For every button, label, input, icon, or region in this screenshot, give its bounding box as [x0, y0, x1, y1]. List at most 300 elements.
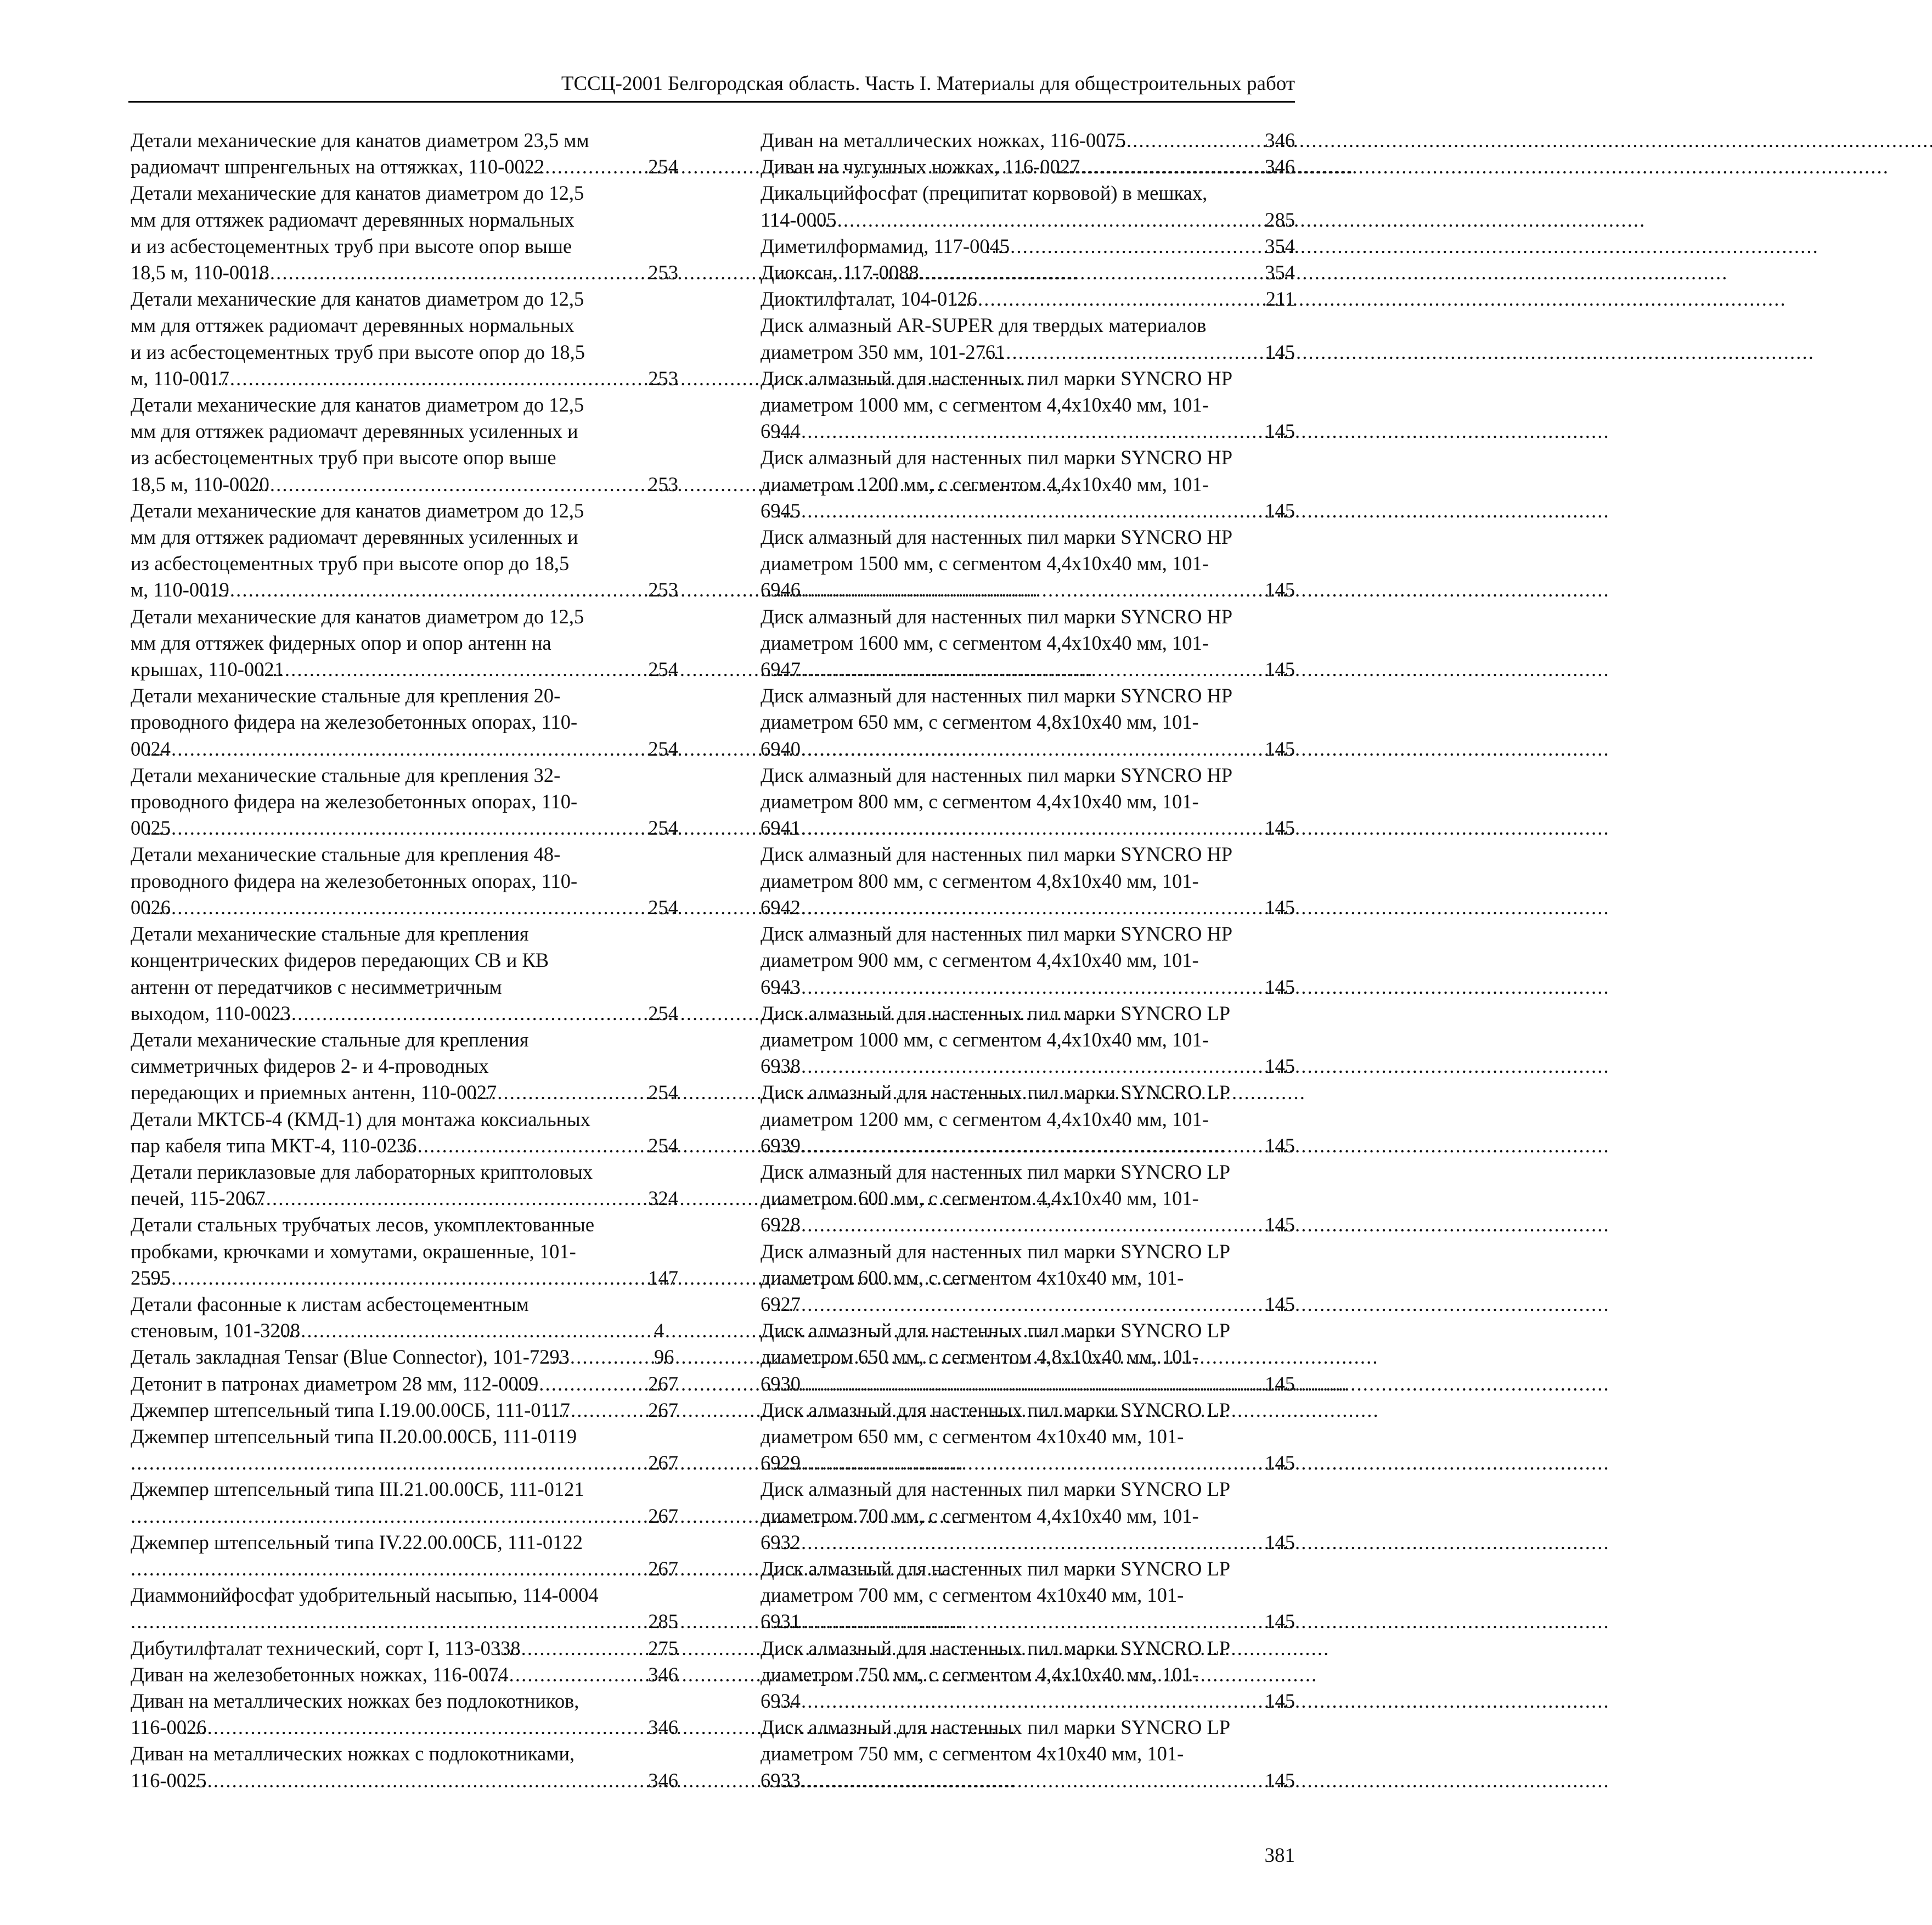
entry-last-line	[761, 207, 1295, 233]
entry-text-line: печей, 115-2067	[131, 1187, 266, 1210]
index-entry	[761, 841, 1295, 921]
entry-page-ref: 145	[1265, 1134, 1295, 1157]
entry-text-line: Диск алмазный для настенных пил марки SYNCRO LP	[761, 1081, 1231, 1104]
entry-text-line: Диск алмазный для настенных пил марки SYNCRO HP	[761, 843, 1233, 866]
entry-text-line: диаметром 1200 мм, с сегментом 4,4х10х40 мм, 101-	[761, 472, 1209, 496]
index-entry	[761, 683, 1295, 762]
entry-text-line: Диск алмазный для настенных пил марки SYNCRO HP	[761, 367, 1233, 390]
dot-leader	[801, 1133, 1288, 1159]
entry-page-ref: 285	[648, 1610, 678, 1633]
entry-text-line: Детали механические стальные для крепления 48-	[131, 843, 561, 866]
entry-page-ref: 324	[648, 1187, 678, 1210]
index-entry	[131, 1159, 678, 1212]
entry-page-ref: 147	[648, 1266, 678, 1289]
index-entry	[761, 1079, 1295, 1159]
entry-text-line: мм для оттяжек радиомачт деревянных нормальных	[131, 208, 574, 231]
entry-page-ref: 346	[648, 1716, 678, 1739]
entry-text-line: Диск алмазный для настенных пил марки SYNCRO LP	[761, 1557, 1231, 1580]
entry-last-line	[155, 1556, 678, 1582]
entry-text-line: 6928	[761, 1213, 801, 1236]
entry-last-line	[131, 471, 678, 498]
entry-last-line	[131, 815, 678, 841]
dot-leader	[171, 894, 671, 921]
entry-last-line	[131, 1662, 678, 1688]
entry-text-line: Диск алмазный для настенных пил марки SYNCRO HP	[761, 684, 1233, 707]
entry-text-line: Диметилформамид, 117-0045	[761, 234, 1010, 257]
entry-text-line: диаметром 1000 мм, с сегментом 4,4х10х40 мм, 101-	[761, 393, 1209, 416]
entry-last-line	[761, 127, 1295, 154]
entry-page-ref: 254	[648, 1134, 678, 1157]
entry-last-line	[761, 339, 1295, 365]
index-entry	[761, 1556, 1295, 1635]
entry-last-line	[761, 577, 1295, 603]
entry-text-line: Диск алмазный для настенных пил марки SYNCRO LP	[761, 1636, 1231, 1659]
entry-last-line	[155, 1608, 678, 1635]
entry-text-line: Диоксан, 117-0088	[761, 261, 919, 284]
dot-leader	[155, 1608, 671, 1635]
index-entry	[761, 604, 1295, 683]
entry-text-line: из асбестоцементных труб при высоте опор выше	[131, 446, 556, 469]
entry-page-ref: 145	[1265, 1292, 1295, 1315]
entry-text-line: 0025	[131, 817, 171, 840]
index-entry	[131, 1423, 678, 1476]
dot-leader	[300, 1318, 677, 1344]
dot-leader	[509, 1662, 672, 1688]
entry-last-line	[155, 1450, 678, 1476]
entry-text-line: 6931	[761, 1610, 801, 1633]
entry-text-line: крышах, 110-0021	[131, 658, 284, 681]
entry-text-line: Диск алмазный для настенных пил марки SYNCRO HP	[761, 446, 1233, 469]
entry-last-line	[761, 736, 1295, 762]
entry-text-line: 116-0025	[131, 1769, 207, 1792]
dot-leader	[801, 1529, 1288, 1556]
index-entry	[761, 180, 1295, 233]
entry-text-line: 6938	[761, 1055, 801, 1078]
entry-page-ref: 254	[648, 817, 678, 840]
entry-text-line: м, 110-0019	[131, 578, 229, 601]
entry-page-ref: 267	[648, 1557, 678, 1580]
entry-last-line	[131, 1000, 678, 1027]
entry-text-line: 114-0005	[761, 208, 837, 231]
index-entry	[761, 127, 1295, 154]
entry-last-line	[761, 1450, 1295, 1476]
entry-text-line: антенн от передатчиков с несимметричным	[131, 975, 502, 998]
dot-leader	[801, 894, 1288, 921]
entry-last-line	[761, 154, 1295, 180]
index-entry	[761, 921, 1295, 1000]
entry-text-line: диаметром 1600 мм, с сегментом 4,4х10х40 мм, 101-	[761, 631, 1209, 654]
entry-text-line: диаметром 650 мм, с сегментом 4х10х40 мм, 101-	[761, 1425, 1184, 1448]
entry-text-line: и из асбестоцементных труб при высоте опор до 18,5	[131, 340, 585, 363]
entry-last-line	[761, 1053, 1295, 1079]
entry-page-ref: 145	[1265, 1769, 1295, 1792]
entry-text-line: Диск алмазный для настенных пил марки SYNCRO LP	[761, 1716, 1231, 1739]
index-entry	[761, 1397, 1295, 1477]
entry-text-line: 6941	[761, 817, 801, 840]
entry-page-ref: 145	[1265, 1213, 1295, 1236]
entry-text-line: 116-0026	[131, 1716, 207, 1739]
entry-last-line	[761, 1768, 1295, 1794]
entry-text-line: Диск алмазный для настенных пил марки SYNCRO LP	[761, 1240, 1231, 1263]
entry-text-line: 6939	[761, 1134, 801, 1157]
entry-page-ref: 267	[648, 1451, 678, 1474]
entry-page-ref: 145	[1265, 499, 1295, 522]
index-entry	[131, 180, 678, 286]
entry-text-line: пробками, крючками и хомутами, окрашенные, 101-	[131, 1240, 576, 1263]
entry-last-line	[131, 260, 678, 286]
entry-page-ref: 254	[648, 155, 678, 178]
index-entry	[131, 392, 678, 498]
entry-text-line: диаметром 1200 мм, с сегментом 4,4х10х40 мм, 101-	[761, 1107, 1209, 1130]
entry-text-line: радиомачт шпренгельных на оттяжках, 110-0022	[131, 155, 545, 178]
entry-text-line: Диаммонийфосфат удобрительный насыпью, 114-0004	[131, 1584, 599, 1607]
entry-text-line: 0024	[131, 737, 171, 760]
entry-text-line: мм для оттяжек фидерных опор и опор антенн на	[131, 631, 551, 654]
index-entry	[761, 1239, 1295, 1318]
entry-last-line	[761, 1529, 1295, 1556]
entry-text-line: Детали механические стальные для крепления 20-	[131, 684, 561, 707]
entry-text-line: 6945	[761, 499, 801, 522]
index-entry	[131, 1662, 678, 1688]
index-column-right	[761, 127, 1295, 1794]
index-entry	[761, 1635, 1295, 1715]
entry-last-line	[131, 154, 678, 180]
entry-text-line: Диоктилфталат, 104-0126	[761, 288, 978, 311]
dot-leader	[207, 1714, 672, 1741]
entry-page-ref: 275	[648, 1636, 678, 1659]
index-entry	[761, 524, 1295, 604]
entry-text-line: 6947	[761, 658, 801, 681]
entry-last-line	[131, 1635, 678, 1662]
dot-leader	[801, 736, 1288, 762]
entry-page-ref: 145	[1265, 737, 1295, 760]
entry-page-ref: 267	[648, 1372, 678, 1395]
entry-last-line	[131, 656, 678, 683]
dot-leader	[801, 498, 1288, 524]
entry-page-ref: 253	[648, 472, 678, 496]
dot-leader	[801, 577, 1288, 603]
entry-text-line: Детали механические для канатов диаметром до 12,5	[131, 393, 584, 416]
index-entry	[131, 1212, 678, 1291]
dot-leader	[155, 1556, 671, 1582]
dot-leader	[801, 815, 1288, 841]
entry-text-line: 6946	[761, 578, 801, 601]
dot-leader	[801, 1450, 1288, 1476]
index-entry	[131, 1476, 678, 1529]
entry-text-line: Диск алмазный для настенных пил марки SYNCRO HP	[761, 526, 1233, 549]
dot-leader	[1126, 127, 1288, 154]
entry-page-ref: 346	[1265, 155, 1295, 178]
page-number: 381	[1264, 1844, 1295, 1867]
entry-last-line	[761, 498, 1295, 524]
entry-text-line: пар кабеля типа МКТ-4, 110-0236	[131, 1134, 417, 1157]
entry-text-line: 2595	[131, 1266, 171, 1289]
entry-text-line: Детали механические для канатов диаметром до 12,5	[131, 499, 584, 522]
index-entry	[761, 444, 1295, 524]
dot-leader	[284, 656, 671, 683]
entry-page-ref: 254	[648, 737, 678, 760]
entry-text-line: 6927	[761, 1292, 801, 1315]
entry-page-ref: 145	[1265, 817, 1295, 840]
entry-text-line: диаметром 700 мм, с сегментом 4,4х10х40 мм, 101-	[761, 1504, 1199, 1527]
dot-leader	[977, 286, 1289, 312]
entry-page-ref: 4	[654, 1319, 664, 1342]
entry-text-line: Джемпер штепсельный типа III.21.00.00СБ, 111-0121	[131, 1478, 584, 1501]
entry-text-line: 6932	[761, 1530, 801, 1553]
dot-leader	[171, 736, 671, 762]
entry-text-line: м, 110-0017	[131, 367, 229, 390]
entry-page-ref: 267	[648, 1398, 678, 1421]
entry-page-ref: 145	[1265, 420, 1295, 443]
entry-text-line: 6944	[761, 420, 801, 443]
entry-text-line: 6934	[761, 1689, 801, 1712]
index-entry	[761, 312, 1295, 365]
entry-last-line	[131, 1185, 678, 1212]
index-column-left	[131, 127, 678, 1794]
entry-page-ref: 145	[1265, 340, 1295, 363]
dot-leader	[801, 1688, 1288, 1714]
entry-last-line	[761, 1133, 1295, 1159]
index-entry	[131, 1635, 678, 1662]
entry-page-ref: 254	[648, 1001, 678, 1025]
entry-page-ref: 145	[1265, 896, 1295, 919]
dot-leader	[801, 1768, 1288, 1794]
entry-text-line: 18,5 м, 110-0018	[131, 261, 269, 284]
dot-leader	[801, 974, 1288, 1000]
dot-leader	[801, 1371, 1288, 1397]
entry-last-line	[761, 894, 1295, 921]
entry-text-line: диаметром 750 мм, с сегментом 4х10х40 мм, 101-	[761, 1742, 1184, 1765]
entry-text-line: диаметром 650 мм, с сегментом 4,8х10х40 мм, 101-	[761, 711, 1199, 734]
dot-leader	[207, 1768, 672, 1794]
entry-text-line: диаметром 600 мм, с сегментом 4,4х10х40 мм, 101-	[761, 1187, 1199, 1210]
entry-text-line: 6929	[761, 1451, 801, 1474]
index-entry	[131, 762, 678, 842]
index-entry	[131, 1529, 678, 1582]
entry-text-line: диаметром 350 мм, 101-2761	[761, 340, 1006, 363]
entry-text-line: стеновым, 101-3208	[131, 1319, 301, 1342]
entry-last-line	[761, 656, 1295, 683]
dot-leader	[269, 471, 671, 498]
entry-text-line: Джемпер штепсельный типа I.19.00.00СБ, 111-0117	[131, 1398, 571, 1421]
dot-leader	[801, 1212, 1288, 1238]
dot-leader	[291, 1000, 671, 1027]
entry-text-line: диаметром 800 мм, с сегментом 4,8х10х40 мм, 101-	[761, 869, 1199, 892]
entry-text-line: выходом, 110-0023	[131, 1001, 291, 1025]
entry-text-line: Детали механические для канатов диаметром 23,5 мм	[131, 129, 589, 151]
index-entry	[131, 1027, 678, 1106]
entry-page-ref: 254	[648, 658, 678, 681]
entry-text-line: Диван на металлических ножках с подлокотниками,	[131, 1742, 575, 1765]
entry-text-line: Детали механические для канатов диаметром до 12,5	[131, 605, 584, 628]
entry-text-line: Дибутилфталат технический, сорт I, 113-0338	[131, 1636, 521, 1659]
index-entry	[761, 1476, 1295, 1556]
index-entry	[761, 1159, 1295, 1239]
entry-text-line: концентрических фидеров передающих СВ и КВ	[131, 949, 549, 972]
entry-page-ref: 254	[648, 1081, 678, 1104]
entry-last-line	[761, 1212, 1295, 1238]
entry-text-line: Диск алмазный для настенных пил марки SYNCRO LP	[761, 1398, 1231, 1421]
entry-last-line	[131, 1371, 678, 1397]
dot-leader	[801, 1608, 1288, 1635]
entry-page-ref: 145	[1265, 578, 1295, 601]
dot-leader	[1080, 154, 1288, 180]
entry-text-line: Диван на чугунных ножках, 116-0027	[761, 155, 1080, 178]
entry-text-line: диаметром 900 мм, с сегментом 4,4х10х40 мм, 101-	[761, 949, 1199, 972]
entry-text-line: диаметром 1500 мм, с сегментом 4,4х10х40 мм, 101-	[761, 552, 1209, 575]
index-entry	[131, 604, 678, 683]
entry-text-line: Детали механические стальные для крепления	[131, 1028, 529, 1051]
entry-last-line	[131, 1318, 678, 1344]
entry-text-line: Диск алмазный для настенных пил марки SYNCRO HP	[761, 763, 1233, 786]
entry-text-line: Диск алмазный для настенных пил марки SYNCRO LP	[761, 1478, 1231, 1501]
entry-text-line: диаметром 600 мм, с сегментом 4х10х40 мм, 101-	[761, 1266, 1184, 1289]
index-entry	[761, 1714, 1295, 1794]
entry-text-line: Детали МКТСБ-4 (КМД-1) для монтажа коксиальных	[131, 1107, 590, 1130]
entry-last-line	[761, 260, 1295, 286]
entry-text-line: мм для оттяжек радиомачт деревянных усиленных и	[131, 420, 578, 443]
entry-text-line: Деталь закладная Tensar (Blue Connector), 101-7293	[131, 1346, 570, 1369]
entry-text-line: и из асбестоцементных труб при высоте опор выше	[131, 234, 572, 257]
entry-text-line: Диск алмазный для настенных пил марки SYNCRO LP	[761, 1319, 1231, 1342]
entry-last-line	[761, 286, 1295, 312]
entry-page-ref: 354	[1265, 261, 1295, 284]
entry-last-line	[155, 1503, 678, 1529]
index-entry	[131, 1582, 678, 1635]
index-entry	[131, 1741, 678, 1793]
entry-page-ref: 145	[1265, 658, 1295, 681]
entry-last-line	[131, 1079, 678, 1106]
dot-leader	[171, 1265, 671, 1291]
dot-leader	[801, 1053, 1288, 1079]
entry-last-line	[761, 1688, 1295, 1714]
dot-leader	[801, 656, 1288, 683]
index-entry	[761, 286, 1295, 312]
entry-text-line: Детали механические стальные для крепления 32-	[131, 763, 561, 786]
entry-text-line: Детонит в патронах диаметром 28 мм, 112-0009	[131, 1372, 539, 1395]
entry-page-ref: 96	[654, 1346, 674, 1369]
index-entry	[761, 260, 1295, 286]
index-entry	[761, 1000, 1295, 1080]
entry-text-line: 6933	[761, 1769, 801, 1792]
entry-page-ref: 145	[1265, 975, 1295, 998]
entry-last-line	[131, 1714, 678, 1741]
dot-leader	[171, 815, 671, 841]
entry-text-line: диаметром 750 мм, с сегментом 4,4х10х40 мм, 101-	[761, 1663, 1199, 1686]
index-entry	[131, 1688, 678, 1741]
entry-last-line	[761, 1371, 1295, 1397]
entry-text-line: Диван на металлических ножках, 116-0075	[761, 129, 1126, 151]
entry-text-line: диаметром 800 мм, с сегментом 4,4х10х40 мм, 101-	[761, 790, 1199, 813]
entry-text-line: Диск алмазный для настенных пил марки SYNCRO LP	[761, 1001, 1231, 1025]
index-entry	[131, 498, 678, 604]
dot-leader	[1010, 233, 1288, 260]
dot-leader	[269, 260, 671, 286]
dot-leader	[229, 577, 671, 603]
entry-page-ref: 145	[1265, 1055, 1295, 1078]
dot-leader	[919, 260, 1288, 286]
entry-text-line: мм для оттяжек радиомачт деревянных нормальных	[131, 314, 574, 337]
entry-page-ref: 253	[648, 578, 678, 601]
index-entry	[131, 683, 678, 762]
entry-text-line: Детали стальных трубчатых лесов, укомплектованные	[131, 1213, 595, 1236]
entry-text-line: Диван на железобетонных ножках, 116-0074	[131, 1663, 509, 1686]
entry-last-line	[131, 1768, 678, 1794]
entry-text-line: проводного фидера на железобетонных опорах, 110-	[131, 790, 578, 813]
entry-page-ref: 253	[648, 367, 678, 390]
entry-page-ref: 145	[1265, 1451, 1295, 1474]
entry-page-ref: 346	[1265, 129, 1295, 151]
entry-page-ref: 253	[648, 261, 678, 284]
index-entry	[131, 841, 678, 921]
dot-leader	[266, 1185, 672, 1212]
entry-page-ref: 211	[1265, 288, 1295, 311]
entry-page-ref: 145	[1265, 1610, 1295, 1633]
entry-text-line: Дикальцийфосфат (преципитат корвовой) в мешках,	[761, 182, 1208, 205]
dot-leader	[801, 1291, 1288, 1318]
entry-last-line	[761, 1608, 1295, 1635]
entry-text-line: диаметром 700 мм, с сегментом 4х10х40 мм, 101-	[761, 1584, 1184, 1607]
entry-page-ref: 145	[1265, 1689, 1295, 1712]
dot-leader	[229, 365, 671, 392]
entry-text-line: Джемпер штепсельный типа II.20.00.00СБ, 111-0119	[131, 1425, 577, 1448]
entry-text-line: 6943	[761, 975, 801, 998]
entry-text-line: Диван на металлических ножках без подлокотников,	[131, 1689, 579, 1712]
entry-text-line: Диск алмазный для настенных пил марки SYNCRO LP	[761, 1160, 1231, 1183]
index-entry	[131, 921, 678, 1027]
index-entry	[761, 154, 1295, 180]
index-entry	[131, 1344, 678, 1370]
index-entry	[131, 286, 678, 392]
entry-text-line: 0026	[131, 896, 171, 919]
entry-text-line: диаметром 1000 мм, с сегментом 4,4х10х40 мм, 101-	[761, 1028, 1209, 1051]
entry-text-line: симметричных фидеров 2- и 4-проводных	[131, 1055, 489, 1078]
entry-text-line: 6930	[761, 1372, 801, 1395]
entry-page-ref: 346	[648, 1769, 678, 1792]
header-title: ТССЦ-2001 Белгородская область. Часть I. Материалы для общестроительных работ	[561, 72, 1295, 95]
entry-text-line: мм для оттяжек радиомачт деревянных усиленных и	[131, 526, 578, 549]
entry-page-ref: 145	[1265, 1372, 1295, 1395]
running-header	[128, 71, 1295, 103]
entry-last-line	[131, 365, 678, 392]
entry-text-line: Детали периклазовые для лабораторных криптоловых	[131, 1160, 593, 1183]
entry-last-line	[761, 418, 1295, 444]
entry-text-line: Детали механические для канатов диаметром до 12,5	[131, 182, 584, 205]
entry-text-line: Детали механические для канатов диаметром до 12,5	[131, 288, 584, 311]
dot-leader	[497, 1079, 671, 1106]
entry-page-ref: 254	[648, 896, 678, 919]
entry-last-line	[761, 233, 1295, 260]
entry-text-line: Джемпер штепсельный типа IV.22.00.00СБ, 111-0122	[131, 1530, 583, 1553]
dot-leader	[1005, 339, 1288, 365]
entry-page-ref: 267	[648, 1504, 678, 1527]
index-entry	[761, 762, 1295, 842]
entry-last-line	[131, 1133, 678, 1159]
dot-leader	[417, 1133, 672, 1159]
entry-text-line: 6940	[761, 737, 801, 760]
entry-text-line: проводного фидера на железобетонных опорах, 110-	[131, 711, 578, 734]
entry-text-line: 6942	[761, 896, 801, 919]
index-entry	[131, 1106, 678, 1159]
index-entry	[131, 1291, 678, 1344]
entry-last-line	[131, 894, 678, 921]
entry-last-line	[761, 815, 1295, 841]
entry-text-line: проводного фидера на железобетонных опорах, 110-	[131, 869, 578, 892]
dot-leader	[801, 418, 1288, 444]
entry-page-ref: 346	[648, 1663, 678, 1686]
entry-text-line: Диск алмазный для настенных пил марки SYNCRO HP	[761, 605, 1233, 628]
dot-leader	[837, 207, 1288, 233]
